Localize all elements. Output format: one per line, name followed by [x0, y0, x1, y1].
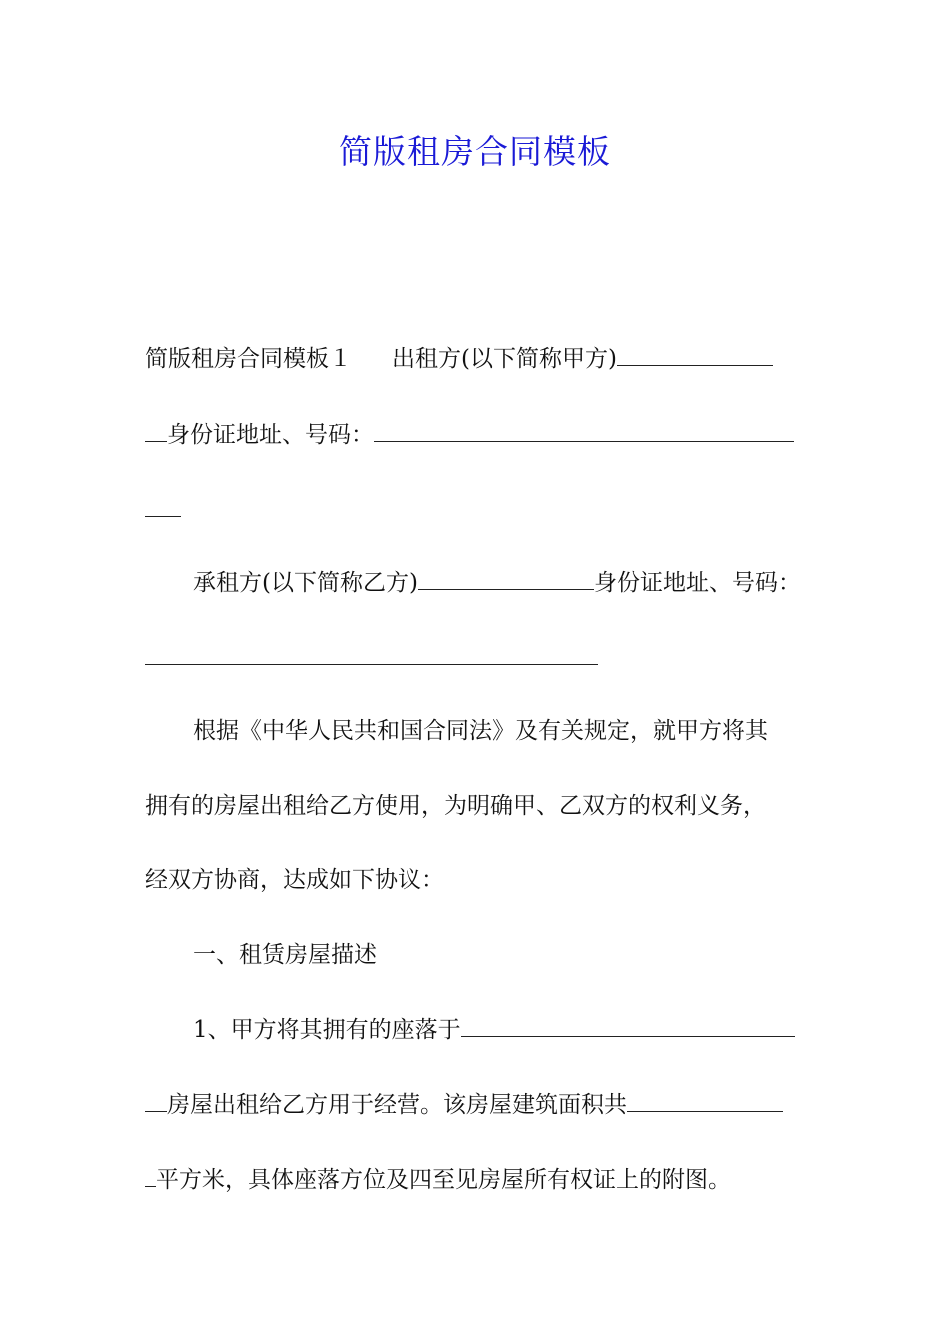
lessee-label: 承租方(以下简称乙方) — [193, 570, 418, 596]
para-line-3: 经双方协商，达成如下协议： — [145, 867, 444, 893]
lessor-label: 出租方(以下简称甲方) — [392, 346, 617, 372]
para-line-1: 根据《中华人民共和国合同法》及有关规定，就甲方将其 — [193, 718, 768, 744]
document-title: 简版租房合同模板 — [339, 132, 611, 171]
clause-1-line-1 — [145, 1012, 810, 1048]
location-blank-cont — [145, 1087, 167, 1112]
lessor-blank — [617, 341, 773, 366]
lessor-id-label: 身份证地址、号码： — [167, 422, 374, 448]
lessee-id-blank — [145, 664, 598, 665]
line-lessee — [145, 565, 810, 601]
line-lessor — [145, 341, 810, 377]
area-blank — [627, 1087, 783, 1112]
area-blank-cont — [145, 1162, 156, 1187]
clause-1-line-2 — [145, 1087, 810, 1123]
line-lessor-id — [145, 417, 810, 453]
clause-1-text: 1、甲方将其拥有的座落于 — [193, 1017, 461, 1043]
lessor-blank-cont — [145, 417, 167, 442]
subtitle-text: 简版租房合同模板１ — [145, 346, 352, 372]
lessor-id-blank — [374, 417, 794, 442]
location-blank — [461, 1012, 795, 1037]
para-line-2: 拥有的房屋出租给乙方使用，为明确甲、乙双方的权利义务， — [145, 793, 766, 819]
lessor-id-blank-cont — [145, 516, 181, 517]
clause-1-text-2: 房屋出租给乙方用于经营。该房屋建筑面积共 — [167, 1092, 627, 1118]
lessee-blank — [418, 565, 594, 590]
section-heading: 一、租赁房屋描述 — [193, 942, 377, 968]
clause-1-text-3: 平方米，具体座落方位及四至见房屋所有权证上的附图。 — [156, 1167, 731, 1193]
clause-1-line-3 — [145, 1162, 810, 1198]
lessee-id-label: 身份证地址、号码： — [593, 570, 801, 596]
